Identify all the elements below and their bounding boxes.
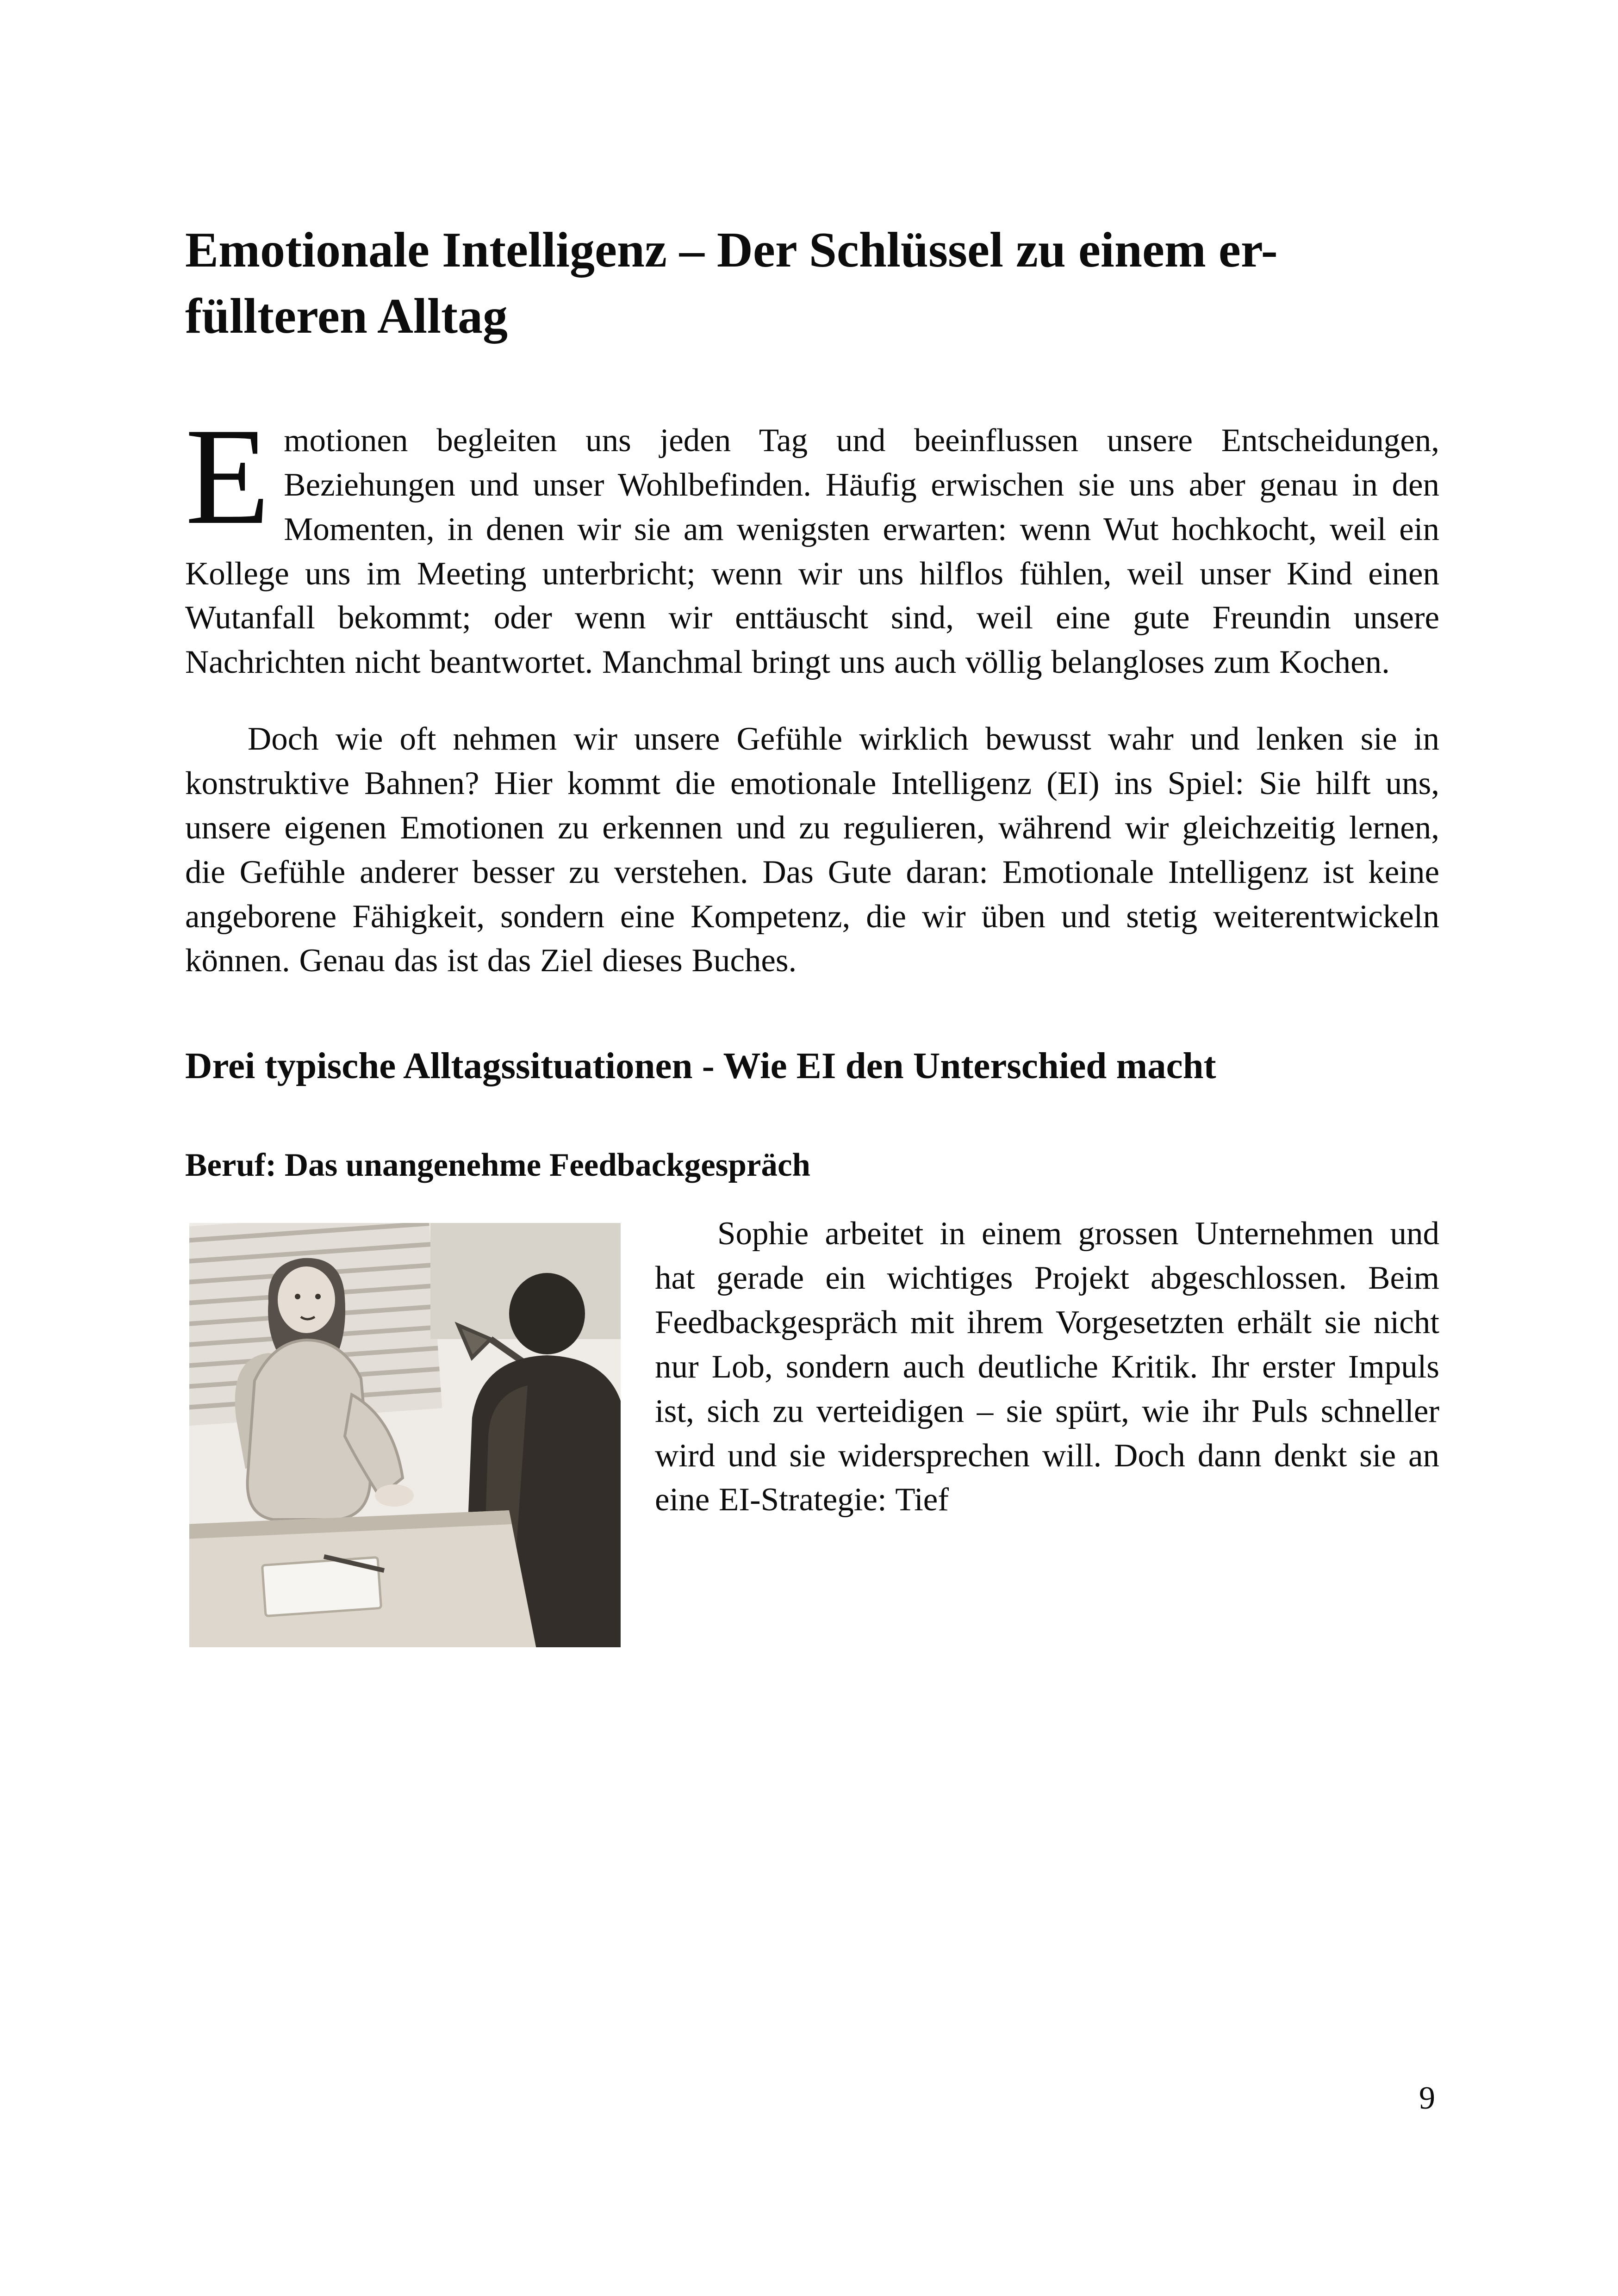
- woman-face: [278, 1266, 335, 1333]
- feedback-illustration: [185, 1219, 625, 1651]
- figure-text-block: [185, 1212, 1439, 1663]
- chapter-title-line2: füllteren Alltag: [185, 288, 508, 344]
- paragraph-ei-explained: Doch wie oft nehmen wir unsere Gefühle wirklich bewusst wahr und lenken sie in konstruktive Bahnen? Hier kommt die emotionale Intelligenz (EI) ins Spiel: Sie hilft uns, unsere eigenen Emotionen zu erkennen und zu regulieren, während wir gleichzeitig lernen, die Gefühle anderer besser zu verstehen. Das Gute daran: Emotionale Intelligenz ist keine angeborene Fähigkeit, sondern eine Kompetenz, die wir üben und stetig weiterentwickeln können. Genau das ist das Ziel dieses Buches.: [185, 721, 1439, 979]
- page-content: [185, 217, 1439, 1663]
- woman-hands: [375, 1484, 414, 1507]
- office-feedback-sketch-svg: [185, 1219, 625, 1651]
- drop-cap: E: [185, 399, 270, 553]
- paragraph-sophie-story: Sophie arbeitet in einem grossen Unternehmen und hat gerade ein wichtiges Projekt abgeschlossen. Beim Feedbackgespräch mit ihrem Vorgesetzten erhält sie nicht nur Lob, sondern auch deutliche Kritik. Ihr erster Impuls ist, sich zu verteidigen – sie spürt, wie ihr Puls schneller wird und sie widersprechen will. Doch dann denkt sie an eine EI-Strategie: Tief: [655, 1216, 1439, 1518]
- desk: [185, 1510, 537, 1651]
- subsection-heading: Beruf: Das unangenehme Feedbackgespräch: [185, 1147, 810, 1184]
- man-head: [509, 1273, 585, 1354]
- page-number: 9: [1419, 2080, 1435, 2116]
- paragraph-intro: [185, 399, 1439, 685]
- section-heading: Drei typische Alltagssituationen - Wie EI den Unterschied macht: [185, 1045, 1216, 1087]
- paragraph-intro-text: motionen begleiten uns jeden Tag und beeinflussen unsere Entscheidungen, Beziehungen und unser Wohlbefinden. Häufig erwischen sie uns aber genau in den Momenten, in denen wir sie am wenigsten erwarten: wenn Wut hochkocht, weil ein Kollege uns im Meeting unterbricht; wenn wir uns hilflos fühlen, weil unser Kind einen Wutanfall bekommt; oder wenn wir enttäuscht sind, weil eine gute Freundin unsere Nachrichten nicht beantwortet. Manchmal bringt uns auch völlig belangloses zum Kochen.: [185, 422, 1439, 681]
- chapter-title: [185, 217, 1439, 349]
- chapter-title-line1: Emotionale Intelligenz – Der Schlüssel zu einem er-: [185, 223, 1278, 278]
